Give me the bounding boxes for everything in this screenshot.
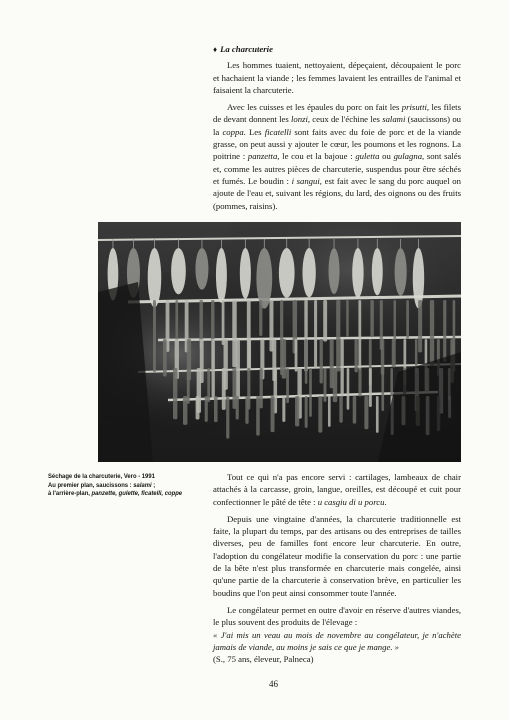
- caption-line-1: Séchage de la charcuterie, Vero - 1991: [48, 473, 155, 480]
- sausage: [259, 300, 262, 336]
- sausage: [336, 300, 340, 372]
- sausage: [406, 300, 409, 339]
- sausage: [222, 368, 226, 410]
- sausage: [392, 339, 396, 367]
- sausage: [314, 300, 317, 368]
- sausage: [260, 368, 263, 408]
- sausage: [286, 368, 289, 403]
- page-number: 46: [269, 679, 278, 689]
- ham: [413, 248, 424, 308]
- sausage: [323, 300, 327, 341]
- sausage: [222, 300, 225, 345]
- sausage: [369, 368, 372, 407]
- ham: [329, 248, 340, 294]
- section-heading: [213, 43, 461, 56]
- ham: [352, 248, 363, 298]
- sausage: [305, 396, 308, 428]
- caption-line-3: à l'arrière-plan, panzette, gulette, ficatelli, coppe: [48, 490, 183, 498]
- paragraph-3: Tout ce qui n'a pas encore servi : cartilages, lambeaux de chair attachés à la carcasse, groin, langue, oreilles, est découpé et cuit pour confectionner le pâté de tête : u casgiu di u porcu.: [213, 472, 461, 507]
- paragraph-4: Depuis une vingtaine d'années, la charcuterie traditionnelle est faite, la plupart du temps, par des artisans ou des entreprises de tailles diverses, peu de familles font encore leur charcuterie. En outre, l'adoption du congélateur modifie la conservation du porc : une partie de la bête n'est plus transformée en charcuterie mais congelée, ainsi qu'une partie de la charcuterie à conservation brève, en particulier les boudins que l'on peut ainsi consommer toute l'année.: [213, 513, 461, 598]
- sausage: [353, 396, 356, 424]
- sausage: [271, 396, 275, 432]
- quote: « J'ai mis un veau au mois de novembre au congélateur, je n'achète jamais de viande, au moins je sais ce que je mange. »: [213, 629, 461, 652]
- sausage: [295, 396, 299, 426]
- sausage: [418, 300, 422, 352]
- sausage: [295, 339, 298, 372]
- sausage: [305, 339, 308, 384]
- sausage: [376, 396, 379, 433]
- sausage: [309, 368, 312, 417]
- bullet-icon: ♦: [213, 45, 218, 54]
- sausage: [347, 368, 350, 410]
- sausage: [364, 396, 368, 429]
- sausage: [256, 396, 260, 436]
- ham: [195, 248, 208, 290]
- sausage: [320, 339, 323, 383]
- ham: [372, 248, 383, 295]
- sausage: [226, 396, 229, 439]
- sausage: [318, 396, 322, 433]
- paragraph-2: Avec les cuisses et les épaules du porc on fait les prisutti, les filets de devant donnent les lonzi, ceux de l'échine les salami (saucissons) ou la coppa. Les ficatelli sont faits avec du foie de porc et de la viande grasse, on peut aussi y ajouter le cœur, les poumons et les rognons. La poitrine : panzetta, le cou et la bajoue : guletta ou gulagna, sont salés et, comme les autres pièces de charcuterie, suspendus pour être séchés et fumés. Le boudin : i sangui, est fait avec le sang du porc auquel on ajoute de l'eau et, suivant les régions, du lard, des oignons ou des fruits (pommes, raisins).: [213, 102, 462, 211]
- sausage: [381, 368, 384, 411]
- ham: [216, 248, 227, 303]
- sausage: [173, 368, 177, 419]
- sausage: [205, 396, 208, 422]
- sausage: [443, 300, 446, 362]
- sausage: [282, 339, 286, 379]
- photo-charcuterie-drying: [98, 222, 461, 462]
- sausage: [394, 300, 397, 341]
- sausage: [333, 368, 337, 402]
- ham: [240, 248, 251, 299]
- section-title: La charcuterie: [220, 44, 273, 54]
- sausage: [358, 300, 361, 370]
- sausage: [328, 396, 331, 427]
- sausage: [163, 339, 167, 377]
- ham: [302, 248, 315, 297]
- photo-caption: [48, 473, 195, 499]
- sausage: [183, 396, 187, 425]
- sausage: [245, 396, 248, 424]
- quote-source: (S., 75 ans, éleveur, Palneca): [213, 654, 314, 665]
- sausage: [358, 368, 361, 397]
- text-column-top: [213, 43, 461, 217]
- sausage: [430, 300, 434, 366]
- sausage: [247, 339, 251, 369]
- sausage: [214, 396, 218, 422]
- sausage: [341, 339, 344, 396]
- sausage: [153, 300, 156, 372]
- sausage: [236, 339, 240, 399]
- sausage: [323, 368, 326, 402]
- sausage: [339, 396, 342, 423]
- ham: [395, 248, 407, 296]
- sausage: [370, 300, 373, 337]
- ham: [171, 248, 186, 294]
- sausage: [196, 396, 200, 419]
- sausage: [282, 396, 285, 422]
- sausage: [354, 339, 357, 372]
- paragraph-1: Les hommes tuaient, nettoyaient, dépeçaient, découpaient le porc et hachaient la viande ; les femmes lavaient les entrailles de l'animal et faisaient la charcuterie.: [213, 60, 461, 95]
- ham: [279, 248, 295, 298]
- sausage: [212, 339, 215, 398]
- ham: [148, 248, 162, 307]
- ham: [256, 248, 272, 309]
- sausage: [175, 300, 178, 344]
- caption-line-2: Au premier plan, saucissons : salami ;: [48, 481, 156, 489]
- sausage: [346, 300, 349, 337]
- paragraph-5: Le congélateur permet en outre d'avoir en réserve d'autres viandes, le plus souvent des produits de l'élevage :: [213, 604, 461, 628]
- text-column-bottom: [213, 471, 461, 670]
- sausage: [236, 396, 239, 419]
